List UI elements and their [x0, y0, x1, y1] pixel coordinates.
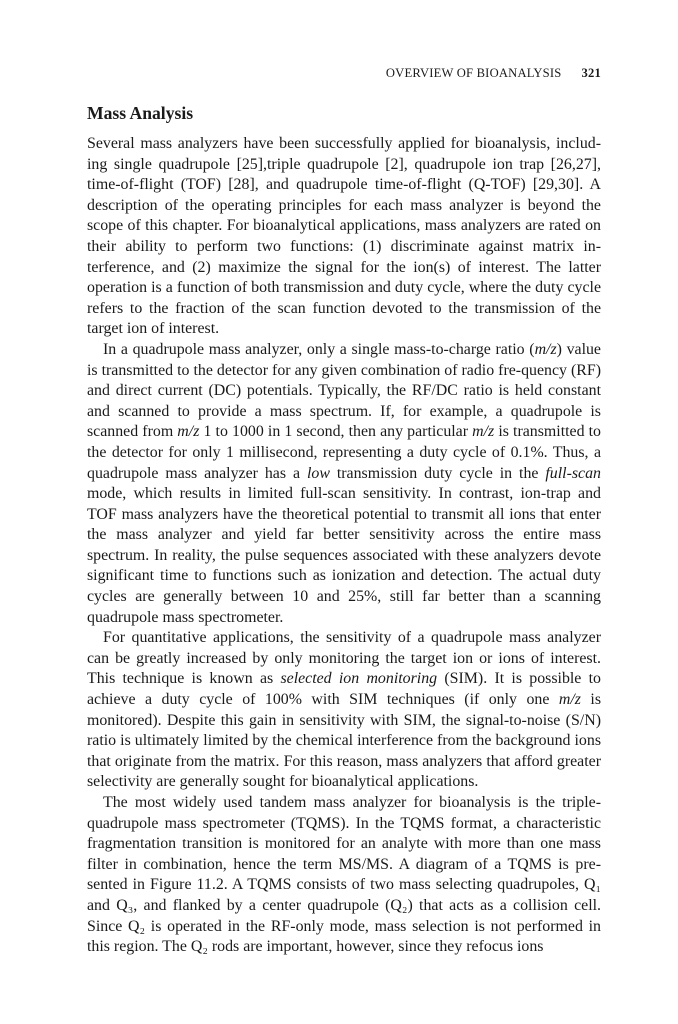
text-run: ) value is transmitted to the detector for any given combination of radio fre-quency (RF) and direct current (DC) potentials. Typically, the RF/DC ratio is held constant and scanned to provide a mass spectrum. If, for example, a quadrupole is scanned from	[87, 340, 601, 441]
page-number: 321	[581, 66, 601, 80]
paragraph	[87, 793, 601, 958]
paragraph	[87, 134, 601, 340]
italic-text: m/z	[177, 423, 200, 441]
text-run: The most widely used tandem mass analyzer for bioanalysis is the triple-quadrupole mass spectrometer (TQMS). In the TQMS format, a characteristic fragmentation transition is monitored for an analyte with more than one mass filter in combination, hence the term MS/MS. A diagram of a TQMS is pre-sented in Figure 11.2. A TQMS consists of two mass selecting quadrupoles, Q₁ and Q₃, and flanked by a center quadrupole (Q₂) that acts as a collision cell. Since Q₂ is operated in the RF-only mode, mass selection is not performed in this region. The Q₂ rods are important, however, since they refocus ions	[87, 794, 601, 956]
text-run: is monitored). Despite this gain in sensitivity with SIM, the signal-to-noise (S/N) ratio is ultimately limited by the chemical interference from the background ions that originate from the matrix. For this reason, mass analyzers that afford greater selectivity are generally sought for bioanalytical applications.	[87, 691, 601, 791]
section-title: Mass Analysis	[87, 103, 194, 123]
text-run: For quantitative applications, the sensitivity of a quadrupole mass analyzer can be greatly increased by only monitoring the target ion or ions of interest. This technique is known as	[87, 629, 601, 688]
running-head-title: OVERVIEW OF BIOANALYSIS	[385, 66, 562, 80]
text-run: Several mass analyzers have been successfully applied for bioanalysis, includ-ing single quadrupole [25],triple quadrupole [2], quadrupole ion trap [26,27], time-of-flight (TOF) [28], and quadrupole time-of-flight (Q-TOF) [29,30]. A description of the operating principles for each mass analyzer is beyond the scope of this chapter. For bioanalytical applications, mass analyzers are rated on their ability to perform two functions: (1) discriminate against matrix in-terference, and (2) maximize the signal for the ion(s) of interest. The latter operation is a function of both transmission and duty cycle, where the duty cycle refers to the fraction of the scan function devoted to the transmission of the target ion of interest.	[87, 135, 601, 338]
running-head	[386, 66, 601, 81]
text-run: (SIM). It is possible to achieve a duty cycle of 100% with SIM techniques (if only one	[87, 670, 601, 709]
italic-text: selected ion monitoring	[280, 670, 438, 688]
paragraph	[87, 340, 601, 628]
italic-text: m/z	[534, 340, 557, 358]
italic-text: m/z	[472, 423, 495, 441]
body-text	[87, 134, 601, 958]
text-run: mode, which results in limited full-scan sensitivity. In contrast, ion-trap and TOF mass analyzers have the theoretical potential to transmit all ions that enter the mass analyzer and yield far better sensitivity across the entire mass spectrum. In reality, the pulse sequences associated with these analyzers devote significant time to functions such as ionization and detection. The actual duty cycles are generally between 10 and 25%, still far better than a scanning quadrupole mass spectrometer.	[87, 485, 601, 626]
text-run: transmission duty cycle in the	[329, 464, 546, 482]
italic-text: m/z	[558, 691, 581, 709]
text-run: 1 to 1000 in 1 second, then any particular	[199, 423, 473, 441]
italic-text: low	[306, 464, 330, 482]
text-run: is transmitted to the detector for only 1 millisecond, representing a duty cycle of 0.1%. Thus, a quadrupole mass analyzer has a	[87, 423, 601, 482]
text-run: In a quadrupole mass analyzer, only a single mass-to-charge ratio (	[103, 340, 535, 358]
paragraph	[87, 628, 601, 793]
italic-text: full-scan	[545, 464, 601, 482]
